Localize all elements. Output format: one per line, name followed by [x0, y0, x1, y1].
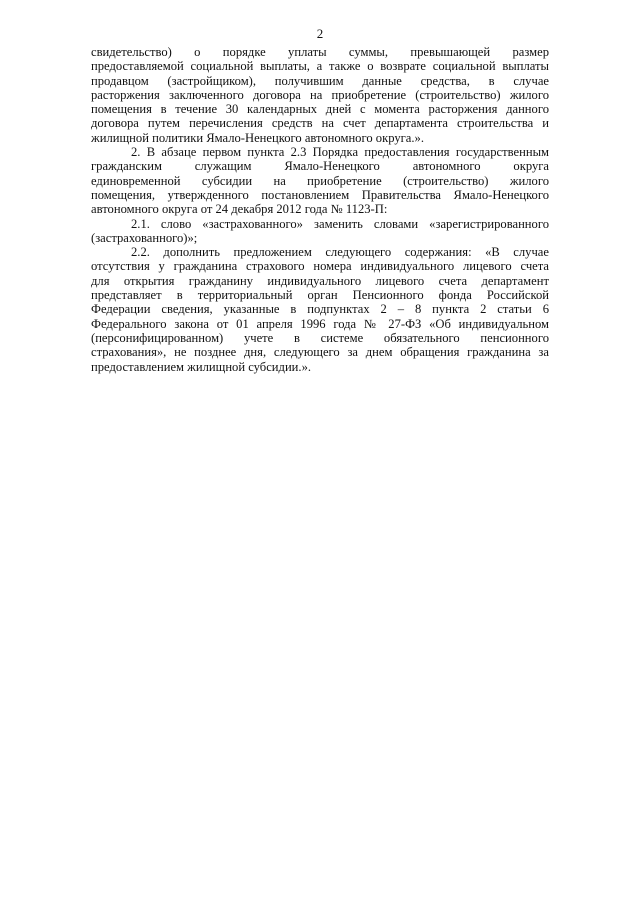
- text-line: (застрахованного)»;: [91, 230, 198, 245]
- text-line: Федерации сведения, указанные в подпунктах 2 – 8 пункта 2 статьи 6: [91, 302, 549, 317]
- text-line: расторжения заключенного договора на приобретение (строительство) жилого: [91, 87, 549, 102]
- text-line: свидетельство) о порядке уплаты суммы, превышающей размер: [91, 45, 549, 59]
- paragraph: [91, 45, 549, 145]
- text-line: отсутствия у гражданина страхового номера индивидуального лицевого счета: [91, 259, 549, 274]
- text-line: Федерального закона от 01 апреля 1996 года № 27-ФЗ «Об индивидуальном: [91, 316, 549, 331]
- paragraph: [91, 145, 549, 216]
- text-line: жилищной политики Ямало-Ненецкого автономного округа.».: [91, 130, 424, 145]
- text-line: автономного округа от 24 декабря 2012 года № 1123-П:: [91, 202, 388, 217]
- text-line: гражданским служащим Ямало-Ненецкого автономного округа: [91, 159, 549, 174]
- text-line: страхования», не позднее дня, следующего за днем обращения гражданина за: [91, 345, 549, 360]
- text-line: помещения, утвержденного постановлением Правительства Ямало-Ненецкого: [91, 187, 549, 202]
- text-line: 2.1. слово «застрахованного» заменить словами «зарегистрированного: [131, 216, 549, 231]
- page-number: 2: [316, 26, 324, 41]
- text-line: представляет в территориальный орган Пенсионного фонда Российской: [91, 288, 549, 303]
- text-line: предоставляемой социальной выплаты, а также о возврате социальной выплаты: [91, 59, 549, 74]
- text-line: предоставлением жилищной субсидии.».: [91, 359, 312, 374]
- text-line: для открытия гражданину индивидуального лицевого счета департамент: [91, 273, 549, 288]
- text-line: 2.2. дополнить предложением следующего содержания: «В случае: [131, 245, 549, 260]
- text-line: единовременной субсидии на приобретение (строительство) жилого: [91, 173, 549, 188]
- text-line: продавцом (застройщиком), получившим данные средства, в случае: [91, 73, 549, 88]
- document-body: [91, 45, 549, 374]
- paragraph: [91, 245, 549, 374]
- text-line: договора путем перечисления средств на счет департамента строительства и: [91, 116, 549, 131]
- text-line: (персонифицированном) учете в системе обязательного пенсионного: [91, 330, 549, 345]
- text-line: помещения в течение 30 календарных дней с момента расторжения данного: [91, 102, 549, 117]
- paragraph: [91, 217, 549, 246]
- text-line: 2. В абзаце первом пункта 2.3 Порядка предоставления государственным: [131, 145, 549, 160]
